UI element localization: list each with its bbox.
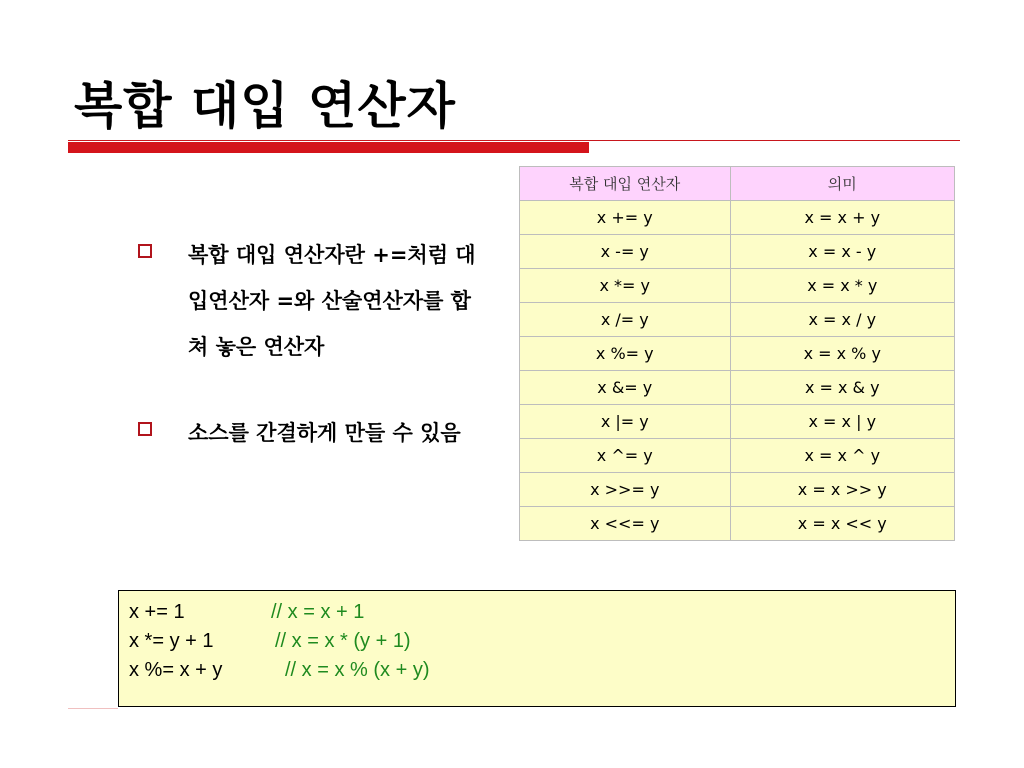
code-line xyxy=(129,598,955,627)
code-statement: x %= x + y xyxy=(129,659,223,681)
footer-line xyxy=(68,708,118,709)
table-body xyxy=(520,201,955,541)
table-row xyxy=(520,235,955,269)
column-header-meaning: 의미 xyxy=(730,167,954,201)
operator-cell: x -= y xyxy=(520,235,731,269)
code-example-box xyxy=(118,590,956,707)
bullet-item xyxy=(138,232,498,370)
meaning-cell: x = x & y xyxy=(730,371,954,405)
square-bullet-icon xyxy=(138,244,152,258)
meaning-cell: x = x / y xyxy=(730,303,954,337)
bullet-text: 복합 대입 연산자란 +=처럼 대입연산자 =와 산술연산자를 합쳐 놓은 연산자 xyxy=(188,243,476,359)
slide-title: 복합 대입 연산자 xyxy=(74,77,456,135)
table-row xyxy=(520,303,955,337)
operator-cell: x <<= y xyxy=(520,507,731,541)
table-row xyxy=(520,507,955,541)
operator-cell: x += y xyxy=(520,201,731,235)
meaning-cell: x = x >> y xyxy=(730,473,954,507)
meaning-cell: x = x + y xyxy=(730,201,954,235)
meaning-cell: x = x << y xyxy=(730,507,954,541)
operator-cell: x >>= y xyxy=(520,473,731,507)
bullet-text: 소스를 간결하게 만들 수 있음 xyxy=(188,421,461,445)
meaning-cell: x = x | y xyxy=(730,405,954,439)
operator-cell: x |= y xyxy=(520,405,731,439)
meaning-cell: x = x * y xyxy=(730,269,954,303)
square-bullet-icon xyxy=(138,422,152,436)
code-comment: // x = x + 1 xyxy=(271,601,365,623)
code-statement: x *= y + 1 xyxy=(129,630,214,652)
operator-cell: x *= y xyxy=(520,269,731,303)
code-line xyxy=(129,627,955,656)
table-row xyxy=(520,201,955,235)
bullet-item xyxy=(138,410,498,456)
meaning-cell: x = x - y xyxy=(730,235,954,269)
code-comment: // x = x * (y + 1) xyxy=(275,630,411,652)
operator-cell: x ^= y xyxy=(520,439,731,473)
table-row xyxy=(520,371,955,405)
table-header-row xyxy=(520,167,955,201)
table-row xyxy=(520,439,955,473)
code-statement: x += 1 xyxy=(129,601,185,623)
operator-table xyxy=(519,166,955,541)
meaning-cell: x = x ^ y xyxy=(730,439,954,473)
operator-cell: x /= y xyxy=(520,303,731,337)
table-row xyxy=(520,337,955,371)
code-line xyxy=(129,656,955,685)
column-header-operator: 복합 대입 연산자 xyxy=(520,167,731,201)
meaning-cell: x = x % y xyxy=(730,337,954,371)
table-row xyxy=(520,269,955,303)
table-row xyxy=(520,405,955,439)
title-underline-bar xyxy=(68,142,589,153)
title-underline-thin xyxy=(68,140,960,141)
code-comment: // x = x % (x + y) xyxy=(285,659,430,681)
bullet-list xyxy=(138,232,498,496)
table-row xyxy=(520,473,955,507)
operator-cell: x &= y xyxy=(520,371,731,405)
operator-cell: x %= y xyxy=(520,337,731,371)
